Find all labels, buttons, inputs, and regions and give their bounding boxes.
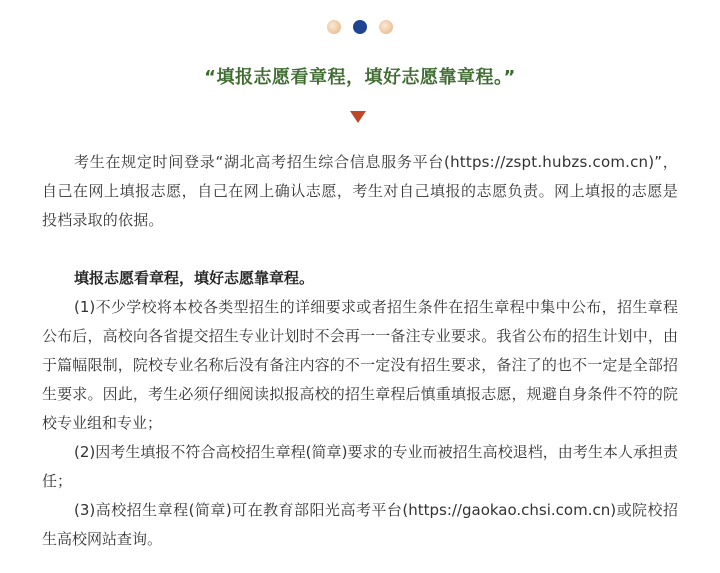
- paragraph-spacer: [42, 235, 678, 264]
- intro-paragraph: 考生在规定时间登录“湖北高考招生综合信息服务平台(https://zspt.hubzs.com.cn)”，自己在网上填报志愿，自己在网上确认志愿，考生对自己填报的志愿负责。网上填报的志愿是投档录取的依据。: [42, 153, 678, 229]
- dot-light-right: [379, 20, 393, 34]
- dot-light-left: [327, 20, 341, 34]
- headline-quote: “填报志愿看章程，填好志愿靠章程。”: [204, 67, 516, 88]
- dot-dark-center: [353, 20, 367, 34]
- section-title: 填报志愿看章程，填好志愿靠章程。: [74, 269, 315, 287]
- list-item-1: (1)不少学校将本校各类型招生的详细要求或者招生条件在招生章程中集中公布，招生章程公布后，高校向各省提交招生专业计划时不会再一一备注专业要求。我省公布的招生计划中，由于篇幅限制，院校专业名称后没有备注内容的不一定没有招生要求，备注了的也不一定是全部招生要求。因此，考生必须仔细阅读拟报高校的招生章程后慎重填报志愿，规避自身条件不符的院校专业组和专业；: [42, 298, 678, 432]
- decorative-dots: [0, 20, 720, 34]
- list-item-3: (3)高校招生章程(简章)可在教育部阳光高考平台(https://gaokao.chsi.com.cn)或院校招生高校网站查询。: [42, 501, 678, 548]
- list-item-2: (2)因考生填报不符合高校招生章程(简章)要求的专业而被招生高校退档，由考生本人承担责任；: [42, 443, 678, 490]
- article-body: [42, 148, 678, 554]
- triangle-down-icon: [350, 111, 366, 123]
